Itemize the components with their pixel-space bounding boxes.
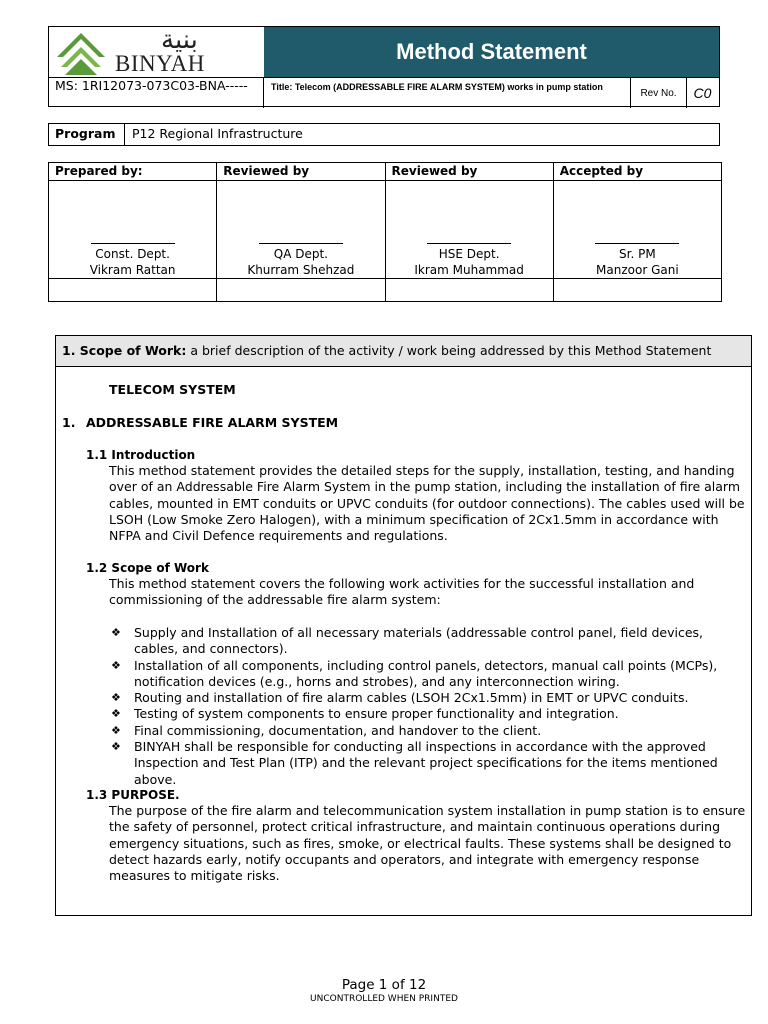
signature-line <box>91 243 175 244</box>
signature-line <box>427 243 511 244</box>
list-item: ❖ Installation of all components, including control panels, detectors, manual call points (MCPs), notification devices (e.g., horns and strobes), and any interconnection wiring. <box>111 657 718 689</box>
signature-cell <box>385 181 553 279</box>
signature-date-cell <box>385 278 553 301</box>
signature-date-cell <box>49 278 217 301</box>
uncontrolled-note: UNCONTROLLED WHEN PRINTED <box>310 994 458 1004</box>
signature-name: Khurram Shehzad <box>247 263 355 278</box>
scope-header <box>56 336 751 367</box>
purpose-heading: 1.3 PURPOSE. <box>86 788 180 802</box>
diamond-bullet-icon: ❖ <box>111 740 121 754</box>
intro-heading: 1.1 Introduction <box>86 448 196 462</box>
signature-name: Ikram Muhammad <box>414 263 524 278</box>
diamond-bullet-icon: ❖ <box>111 707 121 721</box>
header-info-row <box>49 77 719 108</box>
signature-role: Reviewed by <box>217 163 385 181</box>
signature-name: Manzoor Gani <box>596 263 679 278</box>
signature-cell <box>217 181 385 279</box>
logo-text: BINYAH <box>115 51 205 76</box>
list-item: ❖ Supply and Installation of all necessary materials (addressable control panel, field devices, cables, and connectors). <box>111 625 704 657</box>
program-row <box>48 123 720 146</box>
signature-date-cell <box>217 278 385 301</box>
signature-line <box>259 243 343 244</box>
document-title: Title: Telecom (ADDRESSABLE FIRE ALARM SYSTEM) works in pump station <box>264 78 631 108</box>
intro-text: This method statement provides the detailed steps for the supply, installation, testing, and handing over of an Addressable Fire Alarm System in the pump station, including the installation of fire alarm cables, mounted in EMT conduits or UPVC conduits (for outdoor connections). The cables used will be LSOH (Low Smoke Zero Halogen), with a minimum specification of 2Cx1.5mm in accordance with NFPA and Civil Defence requirements and regulations. <box>109 463 745 544</box>
list-item: ❖ BINYAH shall be responsible for conducting all inspections in accordance with the approved Inspection and Test Plan (ITP) and the relevant project specifications for the items mentioned above. <box>111 739 718 787</box>
signature-empty-row <box>49 278 722 301</box>
document-header <box>48 26 720 107</box>
signature-role: Accepted by <box>553 163 721 181</box>
signature-body-row <box>49 181 722 279</box>
scope-bullet-list <box>111 625 739 788</box>
signature-dept: Sr. PM <box>619 247 656 262</box>
section-number: 1. <box>62 415 76 430</box>
program-value: P12 Regional Infrastructure <box>132 126 303 141</box>
scope-text: This method statement covers the following work activities for the successful installation and commissioning of the addressable fire alarm system: <box>109 576 695 608</box>
scope-header-label: 1. Scope of Work: <box>62 343 187 358</box>
program-label: Program <box>49 124 125 145</box>
rev-value: C0 <box>693 85 712 101</box>
signature-name: Vikram Rattan <box>89 263 176 278</box>
scope-header-description: a brief description of the activity / work being addressed by this Method Statement <box>186 343 712 358</box>
scope-heading: 1.2 Scope of Work <box>86 561 209 575</box>
signature-role: Prepared by: <box>49 163 217 181</box>
scope-of-work-box <box>55 335 752 916</box>
ms-number: MS: 1RI12073-073C03-BNA----- <box>49 78 264 108</box>
diamond-bullet-icon: ❖ <box>111 626 121 639</box>
signature-cell <box>49 181 217 279</box>
signature-date-cell <box>553 278 721 301</box>
doc-type-title: Method Statement <box>264 27 719 77</box>
system-title: TELECOM SYSTEM <box>109 382 236 397</box>
list-item: ❖ Testing of system components to ensure proper functionality and integration. <box>111 706 619 722</box>
list-item: ❖ Routing and installation of fire alarm cables (LSOH 2Cx1.5mm) in EMT or UPVC conduits. <box>111 690 689 706</box>
list-item: ❖ Final commissioning, documentation, and handover to the client. <box>111 722 542 738</box>
signature-cell <box>553 181 721 279</box>
signature-role: Reviewed by <box>385 163 553 181</box>
signature-dept: HSE Dept. <box>438 247 500 262</box>
diamond-bullet-icon: ❖ <box>111 723 121 737</box>
signature-table <box>48 162 722 302</box>
logo-arabic-text: بنية <box>161 25 198 55</box>
rev-label: Rev No. <box>631 78 687 108</box>
logo-cell <box>49 27 265 77</box>
purpose-text: The purpose of the fire alarm and telecommunication system installation in pump station is to ensure the safety of personnel, protect critical infrastructure, and maintain continuous operations during emergency situations, such as fires, smoke, or electrical faults. These systems shall be designed to detect hazards early, notify occupants and operators, and integrate with emergency response measures to mitigate risks. <box>109 803 746 884</box>
diamond-bullet-icon: ❖ <box>111 691 121 705</box>
section-title: ADDRESSABLE FIRE ALARM SYSTEM <box>86 415 339 430</box>
page-number: Page 1 of 12 <box>341 977 427 993</box>
signature-line <box>595 243 679 244</box>
signature-dept: Const. Dept. <box>95 247 170 262</box>
diamond-bullet-icon: ❖ <box>111 658 121 672</box>
signature-header-row <box>49 163 722 181</box>
signature-dept: QA Dept. <box>273 247 328 262</box>
